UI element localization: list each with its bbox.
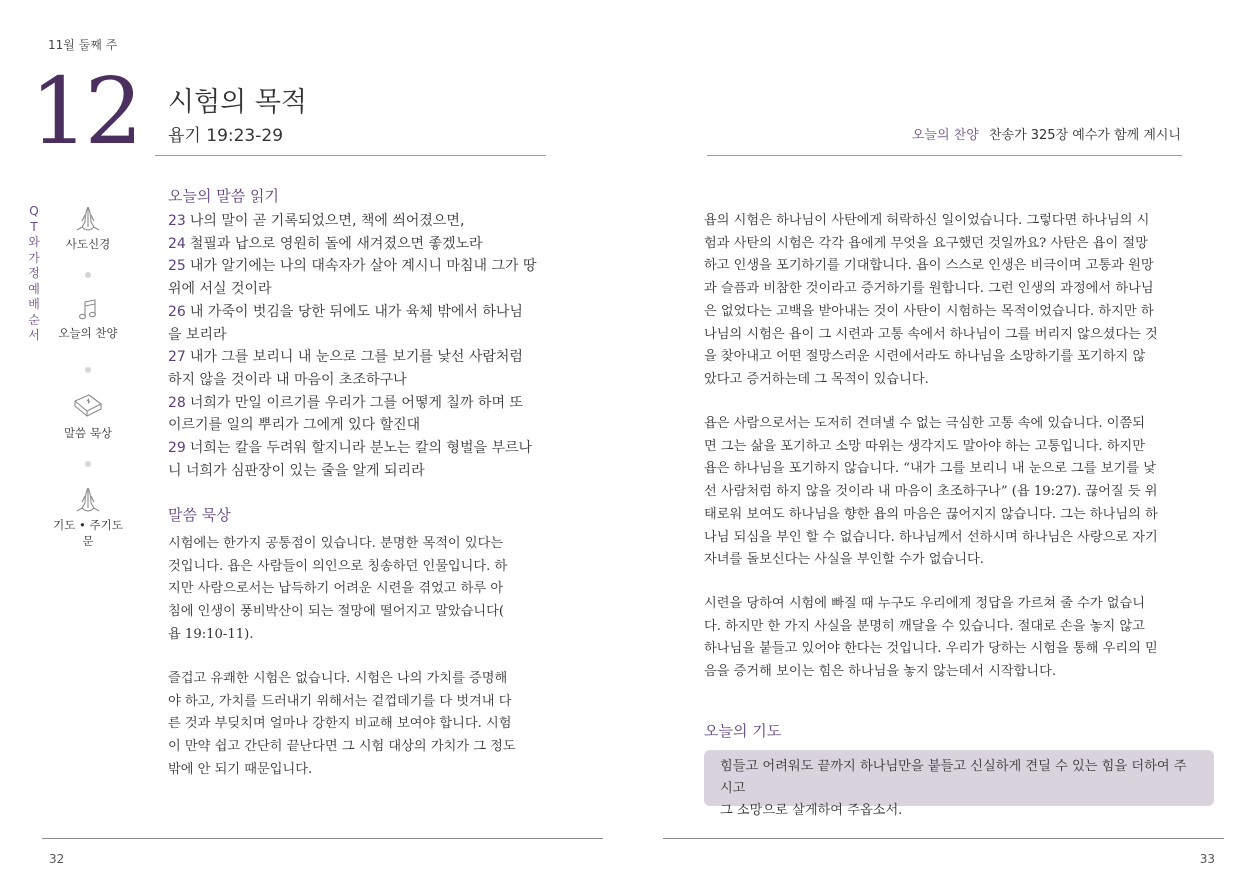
- sidebar-item-label: 오늘의 찬양: [58, 326, 118, 340]
- text-line: 침에 인생이 풍비박산이 되는 절망에 떨어지고 말았습니다(: [168, 604, 505, 620]
- music-note-icon: [75, 298, 101, 322]
- meditation-paragraph: [704, 210, 1198, 392]
- text-line: 밖에 안 되기 때문입니다.: [168, 761, 313, 777]
- text-line: 야 하고, 가치를 드러내기 위해서는 겉껍데기를 다 벗겨내 다: [168, 693, 512, 709]
- text-line: 시험에는 한가지 공통점이 있습니다. 분명한 목적이 있다는: [168, 536, 504, 551]
- text-line: 즐겁고 유쾌한 시험은 없습니다. 시험은 나의 가치를 증명해: [168, 671, 508, 686]
- text-line: 과 슬픔과 비참한 것이라고 증거하기를 원합니다. 그런 인생의 과정에서 하나님: [704, 281, 1154, 297]
- text-line: 욥은 하나님을 포기하지 않습니다. “내가 그를 보리니 내 눈으로 그를 보기를 낯: [704, 461, 1156, 477]
- text-line: 지만 사람으로서는 납득하기 어려운 시련을 겪었고 하루 아: [168, 581, 504, 597]
- text-line: 것입니다. 욥은 사람들이 의인으로 칭송하던 인물입니다. 하: [168, 558, 508, 574]
- text-line: 면 그는 삶을 포기하고 소망 따위는 생각지도 말아야 하는 고통입니다. 하지만: [704, 438, 1146, 454]
- text-line: 하고 인생을 포기하기를 기대합니다. 욥이 스스로 인생은 비극이며 고통과 원망: [704, 258, 1154, 274]
- text-line: 이 만약 쉽고 간단히 끝난다면 그 시험 대상의 가치가 그 정도: [168, 739, 516, 755]
- sidebar-vertical-label: QT와 가정예배 순서: [28, 204, 40, 342]
- sidebar-item-creed: [48, 205, 128, 252]
- footer-divider-left: [42, 838, 603, 839]
- verse-line: [168, 346, 548, 369]
- verse-line: 위에 서실 것이라: [168, 281, 272, 298]
- page-number-right: 33: [1199, 852, 1215, 866]
- text-line: 은 없었다는 고백을 받아내는 것이 사탄이 시험하는 목적이었습니다. 하지만 하: [704, 303, 1154, 319]
- week-label: 11월 둘째 주: [48, 38, 118, 52]
- text-line: 다. 하지만 한 가지 사실을 분명히 깨달을 수 있습니다. 절대로 손을 놓지 않고: [704, 618, 1145, 634]
- verse-text: 철필과 납으로 영원히 돌에 새겨졌으면 좋겠노라: [189, 235, 483, 252]
- prayer-box: [704, 750, 1214, 818]
- header-divider-left: [155, 155, 546, 156]
- text-line: 태로워 보여도 하나님을 향한 욥의 마음은 끊어지지 않습니다. 그는 하나님의 하: [704, 506, 1158, 522]
- sidebar-item-prayer: [48, 486, 128, 549]
- paragraph-lines: [704, 413, 1198, 572]
- meditation-paragraph: [704, 413, 1198, 572]
- verse-line: 이르기를 일의 뿌리가 그에게 있다 할진대: [168, 417, 421, 434]
- paragraph-lines: [168, 533, 548, 647]
- bible-book-icon: [72, 392, 104, 422]
- praying-hands-icon: [73, 486, 103, 514]
- verse-number: 23: [168, 213, 186, 229]
- text-line: 음을 증거해 보이는 힘은 하나님을 놓지 않는데서 시작합니다.: [704, 664, 1057, 680]
- sidebar-separator-dot: [85, 367, 91, 373]
- text-line: 시련을 당하여 시험에 빠질 때 누구도 우리에게 정답을 가르쳐 줄 수가 없습니: [704, 596, 1146, 611]
- text-line: 른 것과 부딪치며 얼마나 강한지 비교해 보여야 합니다. 시험: [168, 716, 512, 732]
- text-line: 자녀를 돌보신다는 사실을 부인할 수가 없습니다.: [704, 552, 984, 568]
- meditation-heading: 말씀 묵상: [168, 506, 231, 524]
- verse-text: 너희가 만일 이르기를 우리가 그를 어떻게 칠까 하며 또: [189, 394, 523, 411]
- verse-line: [168, 210, 548, 233]
- sidebar-item-hymn: [48, 298, 128, 341]
- verse-text: 나의 말이 곧 기록되었으면, 책에 씌어졌으면,: [189, 213, 465, 229]
- prayer-line: 힘들고 어려워도 끝까지 하나님만을 붙들고 신실하게 견딜 수 있는 힘을 더하여 주시고: [720, 759, 1187, 796]
- day-number: 12: [30, 58, 140, 165]
- text-line: 험과 사탄의 시험은 각각 욥에게 무엇을 요구했던 것일까요? 사탄은 욥이 절망: [704, 235, 1148, 251]
- verse-text: 내 가죽이 벗김을 당한 뒤에도 내가 육체 밖에서 하나님: [189, 303, 523, 320]
- verse-text: 내가 알기에는 나의 대속자가 살아 계시니 마침내 그가 땅: [189, 258, 537, 275]
- verse-line: [168, 392, 548, 415]
- sidebar-item-label: 말씀 묵상: [63, 426, 113, 440]
- hymn-info: [912, 124, 1181, 143]
- text-line: 나님의 시험은 욥이 그 시련과 고통 속에서 하나님이 그를 버리지 않으셨다는 것: [704, 326, 1158, 342]
- verse-line: [168, 233, 548, 256]
- text-line: 하나님을 붙들고 있어야 한다는 것입니다. 우리가 당하는 시험을 통해 우리의 믿: [704, 641, 1158, 657]
- meditation-paragraph: [168, 668, 548, 782]
- sidebar-item-label: 사도신경: [65, 237, 111, 251]
- sidebar-separator-dot: [85, 461, 91, 467]
- prayer-line: 그 소망으로 살게하여 주옵소서.: [720, 803, 903, 818]
- verse-number: 26: [168, 303, 186, 320]
- verse-line: [168, 255, 548, 278]
- text-line: 나님 되심을 부인 할 수 없습니다. 하나님께서 선하시며 하나님은 사랑으로 자기: [704, 529, 1158, 545]
- text-line: 을 찾아내고 어떤 절망스러운 시련에서라도 하나님을 소망하기를 포기하지 않: [704, 349, 1146, 365]
- sidebar-item-label: 기도 • 주기도문: [53, 518, 123, 548]
- text-line: 선 사람처럼 하지 않을 것이라 내 마음이 초조하구나” (욥 19:27). 끊어질 듯 위: [704, 484, 1158, 500]
- reading-heading: 오늘의 말씀 읽기: [168, 187, 279, 205]
- text-line: 았다고 증거하는데 그 목적이 있습니다.: [704, 371, 929, 387]
- verse-line: 니 너희가 심판장이 있는 줄을 알게 되리라: [168, 462, 425, 479]
- header-divider-right: [707, 155, 1182, 156]
- verse-number: 25: [168, 258, 186, 275]
- text-line: 욥은 사람으로서는 도저히 견뎌낼 수 없는 극심한 고통 속에 있습니다. 이쯤되: [704, 416, 1146, 431]
- verse-number: 24: [168, 235, 186, 252]
- praying-hands-icon: [73, 205, 103, 233]
- paragraph-lines: [704, 593, 1198, 684]
- page-number-left: 32: [49, 852, 65, 866]
- text-line: 욥의 시험은 하나님이 사탄에게 허락하신 일이었습니다. 그렇다면 하나님의 시: [704, 213, 1150, 228]
- hymn-label: 오늘의 찬양: [911, 128, 979, 143]
- page-title: 시험의 목적: [168, 87, 307, 118]
- verse-number: 29: [168, 440, 186, 457]
- verse-number: 27: [168, 349, 186, 366]
- sidebar-separator-dot: [85, 272, 91, 278]
- scripture-reference: 욥기 19:23-29: [168, 126, 284, 146]
- paragraph-lines: [704, 210, 1198, 392]
- hymn-text: 찬송가 325장 예수가 함께 계시니: [988, 128, 1181, 143]
- verse-line: [168, 437, 548, 460]
- prayer-heading: 오늘의 기도: [704, 722, 782, 740]
- paragraph-lines: [168, 668, 548, 782]
- text-line: 욥 19:10-11).: [168, 626, 254, 642]
- verse-line: [168, 301, 548, 324]
- footer-divider-right: [663, 838, 1224, 839]
- sidebar-item-meditation: [48, 392, 128, 441]
- verse-line: 을 보리라: [168, 326, 227, 343]
- verse-text: 내가 그를 보리니 내 눈으로 그를 보기를 낯선 사람처럼: [189, 349, 523, 366]
- meditation-paragraph: [704, 593, 1198, 684]
- verse-line: 하지 않을 것이라 내 마음이 초조하구나: [168, 371, 407, 388]
- meditation-paragraph: [168, 533, 548, 647]
- verse-number: 28: [168, 394, 186, 411]
- verse-text: 너희는 칼을 두려워 할지니라 분노는 칼의 형벌을 부르나: [189, 440, 533, 457]
- verse-list: [168, 210, 548, 482]
